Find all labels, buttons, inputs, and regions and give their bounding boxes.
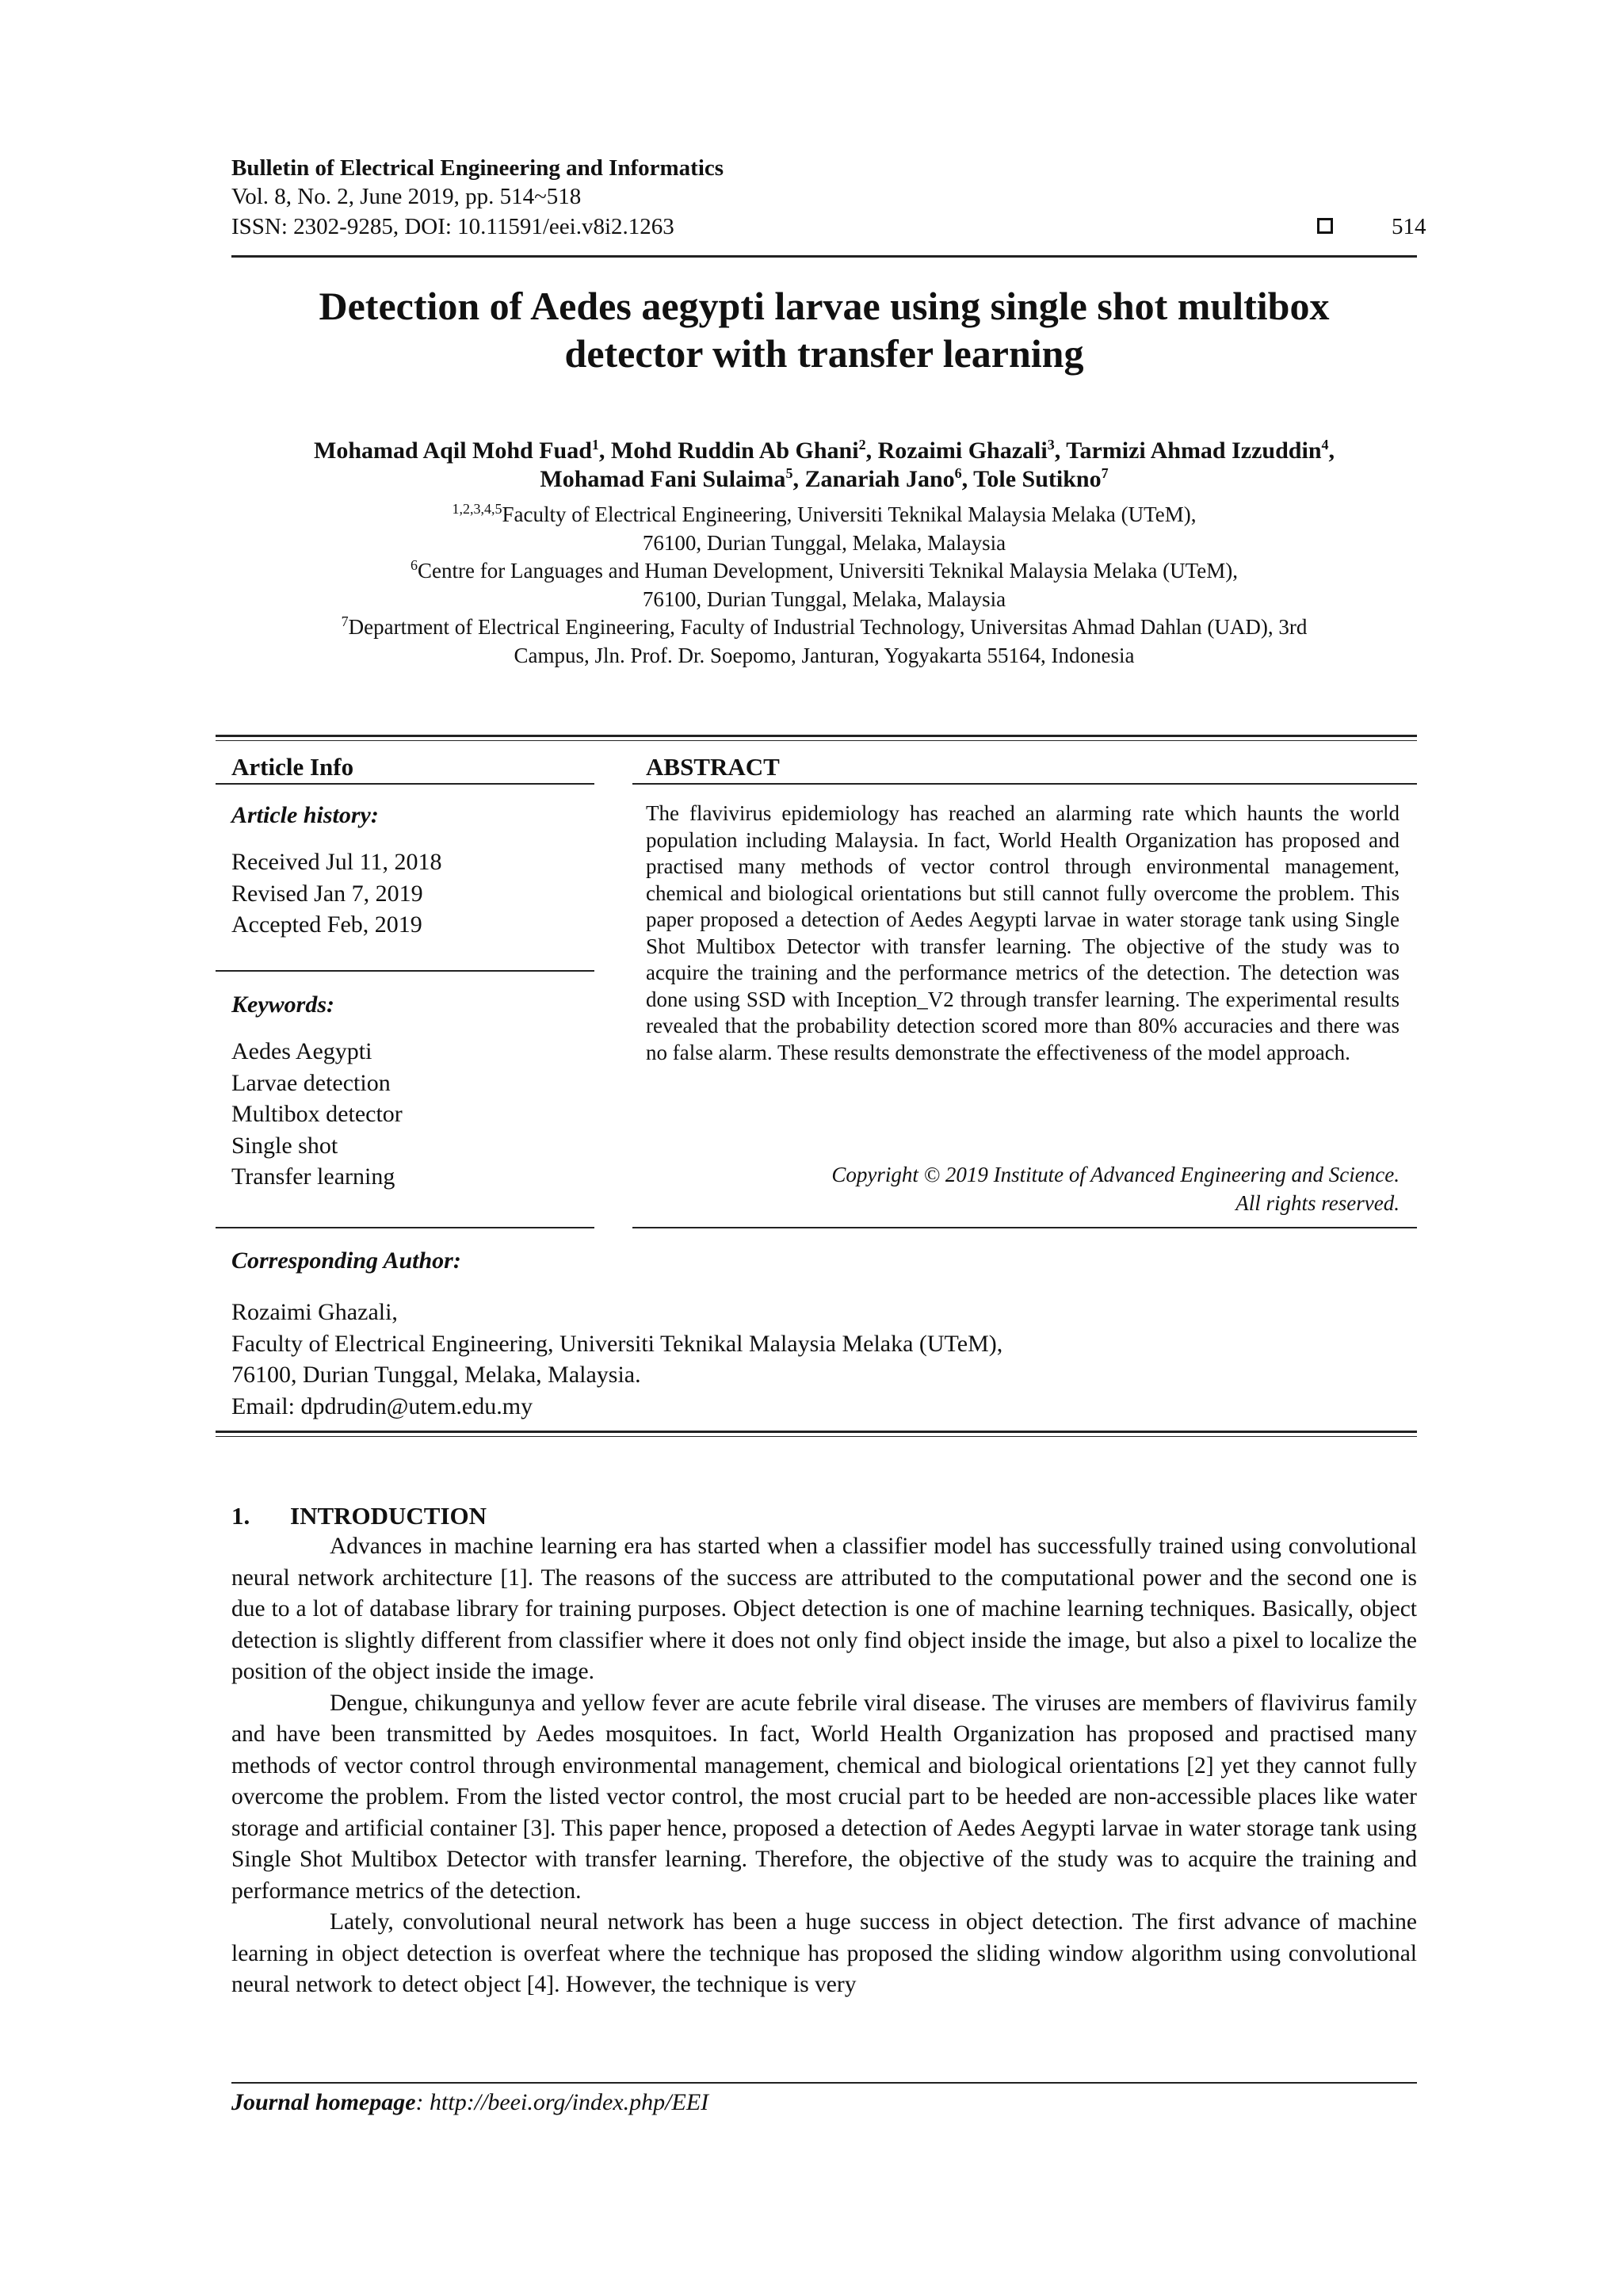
author-sup: 3 — [1047, 437, 1055, 453]
abstract-heading: ABSTRACT — [646, 753, 780, 781]
introduction-body — [231, 1531, 1417, 2001]
corresponding-name: Rozaimi Ghazali, — [231, 1299, 398, 1325]
infobox-bottom-rule-thin — [216, 1436, 1417, 1437]
abstract-bottom-rule — [632, 1227, 1417, 1228]
section-number: 1. — [231, 1502, 250, 1530]
accepted-date: Accepted Feb, 2019 — [231, 911, 422, 938]
author-name: Rozaimi Ghazali — [877, 437, 1048, 464]
affiliation-sup: 1,2,3,4,5 — [452, 501, 502, 517]
author-sup: 6 — [954, 465, 962, 481]
article-info-rule — [216, 783, 594, 785]
infobox-top-rule-thin — [216, 740, 1417, 741]
author-name: Mohamad Fani Sulaima — [540, 466, 786, 492]
corresponding-faculty: Faculty of Electrical Engineering, Universiti Teknikal Malaysia Melaka (UTeM), — [231, 1330, 1003, 1357]
keyword-item: Multibox detector — [231, 1101, 403, 1127]
author-sup: 5 — [785, 465, 793, 481]
abstract-rule — [632, 783, 1417, 785]
checkbox-square-icon — [1317, 218, 1333, 234]
keyword-item: Aedes Aegypti — [231, 1038, 372, 1064]
article-history-heading: Article history: — [231, 802, 379, 828]
affiliation-line: Department of Electrical Engineering, Faculty of Industrial Technology, Universitas Ahmad Dahlan (UAD), 3rd — [348, 615, 1308, 639]
section-title: INTRODUCTION — [290, 1502, 487, 1530]
article-info-heading: Article Info — [231, 753, 354, 781]
title-line-1: Detection of Aedes aegypti larvae using single shot multibox — [319, 284, 1330, 328]
affiliation-line: 76100, Durian Tunggal, Melaka, Malaysia — [642, 530, 1006, 555]
footer-rule — [231, 2082, 1417, 2084]
copyright-notice — [646, 1160, 1400, 1217]
copyright-line: Copyright © 2019 Institute of Advanced Engineering and Science. — [831, 1163, 1400, 1186]
corresponding-email: Email: dpdrudin@utem.edu.my — [231, 1392, 533, 1419]
author-sup: 7 — [1101, 465, 1109, 481]
homepage-url[interactable]: : http://beei.org/index.php/EEI — [415, 2089, 709, 2115]
affiliation-line: 76100, Durian Tunggal, Melaka, Malaysia — [642, 586, 1006, 611]
journal-name: Bulletin of Electrical Engineering and Informatics — [231, 155, 724, 181]
header-rule — [231, 255, 1417, 258]
received-date: Received Jul 11, 2018 — [231, 849, 442, 875]
author-sup: 2 — [858, 437, 866, 453]
keywords-list — [231, 1036, 403, 1193]
infobox-bottom-rule — [216, 1431, 1417, 1433]
revised-date: Revised Jan 7, 2019 — [231, 880, 423, 907]
author-sup: 4 — [1321, 437, 1329, 453]
issn-doi: ISSN: 2302-9285, DOI: 10.11591/eei.v8i2.1263 — [231, 214, 674, 239]
affiliation-line: Campus, Jln. Prof. Dr. Soepomo, Janturan, Yogyakarta 55164, Indonesia — [514, 643, 1135, 667]
paper-title — [231, 282, 1417, 377]
introduction-heading — [231, 1502, 487, 1530]
title-line-2: detector with transfer learning — [564, 331, 1084, 376]
page-number: 514 — [1392, 214, 1426, 239]
article-history — [231, 846, 442, 941]
journal-homepage — [231, 2089, 708, 2116]
affiliation-line: Centre for Languages and Human Development, Universiti Teknikal Malaysia Melaka (UTeM), — [418, 559, 1238, 583]
keyword-item: Single shot — [231, 1132, 338, 1159]
copyright-line: All rights reserved. — [1235, 1191, 1400, 1215]
homepage-label: Journal homepage — [231, 2089, 416, 2115]
affiliation-sup: 6 — [411, 557, 418, 573]
volume-info: Vol. 8, No. 2, June 2019, pp. 514~518 — [231, 184, 582, 209]
infobox-top-rule — [216, 735, 1417, 737]
keyword-item: Larvae detection — [231, 1069, 391, 1096]
paragraph: Dengue, chikungunya and yellow fever are acute febrile viral disease. The viruses are members of flavivirus family and have been transmitted by Aedes mosquitoes. In fact, World Health Organization has proposed and practised many methods of vector control through environmental management, chemical and biological orientations [2] yet they cannot fully overcome the problem. From the listed vector control, the most crucial part to be heeded are non-accessible places like water storage and artificial container [3]. This paper hence, proposed a detection of Aedes Aegypti larvae in water storage tank using Single Shot Multibox Detector with transfer learning. Therefore, the objective of the study was to acquire the training and performance metrics of the detection. — [231, 1690, 1417, 1904]
affiliation-line: Faculty of Electrical Engineering, Universiti Teknikal Malaysia Melaka (UTeM), — [502, 502, 1197, 526]
author-name: Zanariah Jano — [804, 466, 955, 492]
corresponding-author-details — [231, 1297, 1002, 1422]
author-list: Mohamad Aqil Mohd Fuad$^1$, Mohd Ruddin Ab Ghani$^2$, Rozaimi Ghazali$^3$, Tarmizi Ahmad Izzuddin$^4$, Mohamad Fani Sulaima$^5$, Zanariah Jano$^6$, Tole Sutikno$^7$ — [314, 437, 1335, 492]
author-sup: 1 — [591, 437, 599, 453]
affiliations — [231, 501, 1417, 670]
paragraph: Lately, convolutional neural network has been a huge success in object detection. The first advance of machine learning in object detection is overfeat where the technique has proposed the sliding window algorithm using convolutional neural network to detect object [4]. However, the technique is very — [231, 1909, 1417, 1997]
author-name: Mohamad Aqil Mohd Fuad — [314, 437, 592, 464]
keywords-rule — [216, 1227, 594, 1228]
affiliation-sup: 7 — [341, 613, 349, 629]
history-rule — [216, 970, 594, 972]
corresponding-address: 76100, Durian Tunggal, Melaka, Malaysia. — [231, 1362, 641, 1388]
author-name: Mohd Ruddin Ab Ghani — [610, 437, 859, 464]
keywords-heading: Keywords: — [231, 991, 334, 1018]
author-name: Tarmizi Ahmad Izzuddin — [1066, 437, 1322, 464]
paragraph: Advances in machine learning era has started when a classifier model has successfully trained using convolutional neural network architecture [1]. The reasons of the success are attributed to the computational power and the second one is due to a lot of database library for training purposes. Object detection is one of machine learning techniques. Basically, object detection is slightly different from classifier where it does not only find object inside the image, but also a pixel to localize the position of the object inside the image. — [231, 1534, 1417, 1684]
author-name: Tole Sutikno — [973, 466, 1102, 492]
keyword-item: Transfer learning — [231, 1163, 395, 1190]
corresponding-author-heading: Corresponding Author: — [231, 1247, 461, 1274]
abstract-text: The flavivirus epidemiology has reached an alarming rate which haunts the world population including Malaysia. In fact, World Health Organization has proposed and practised many methods of vector control through environmental management, chemical and biological orientations but still cannot fully overcome the problem. This paper proposed a detection of Aedes Aegypti larvae in water storage tank using Single Shot Multibox Detector with transfer learning. The objective of the study was to acquire the training and the performance metrics of the detection. The detection was done using SSD with Inception_V2 through transfer learning. The experimental results revealed that the probability detection scored more than 80% accuracies and there was no false alarm. These results demonstrate the effectiveness of the model approach. — [646, 801, 1400, 1064]
